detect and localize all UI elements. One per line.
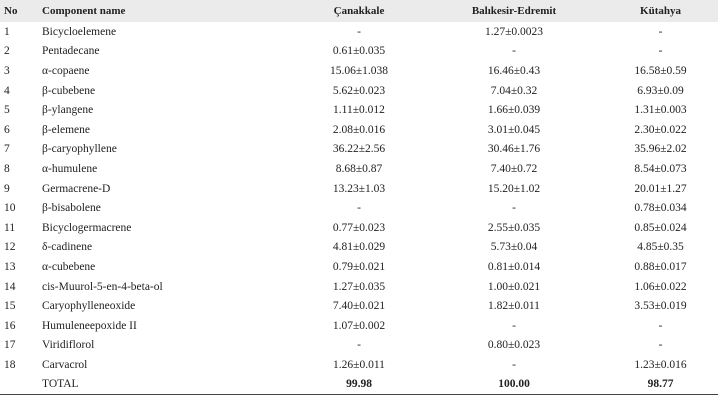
row-kutahya-value: 3.53±0.019 — [634, 300, 687, 313]
row-canakkale-value: 13.23±1.03 — [332, 182, 386, 195]
row-no: 16 — [4, 319, 16, 332]
row-component-name: Caryophylleneoxide — [42, 300, 136, 313]
header-balikesir-edremit: Balıkesir-Edremit — [471, 5, 557, 17]
table-row — [0, 140, 718, 160]
row-no: 14 — [4, 280, 16, 293]
row-component-name: Pentadecane — [42, 45, 100, 58]
table-row — [0, 277, 718, 297]
table-row — [0, 61, 718, 81]
table-row — [0, 22, 718, 42]
row-no: 10 — [4, 202, 16, 215]
row-canakkale-value: - — [357, 339, 361, 352]
row-kutahya-value: 1.23±0.016 — [634, 358, 687, 371]
row-no: 6 — [4, 123, 10, 136]
row-balikesir-edremit-value: - — [512, 202, 516, 215]
table-row — [0, 159, 718, 179]
row-kutahya-value: - — [658, 45, 663, 58]
total-canakkale: 99.98 — [289, 375, 429, 395]
row-component-name: β-ylangene — [42, 104, 94, 117]
row-no: 9 — [4, 182, 10, 195]
row-canakkale-value: 0.79±0.021 — [332, 260, 386, 273]
row-balikesir-edremit-value: - — [512, 358, 516, 371]
total-balikesir-edremit: 100.00 — [429, 375, 599, 395]
row-component-name: Bicyclogermacrene — [42, 221, 132, 234]
header-canakkale: Çanakkale — [333, 5, 385, 17]
table-row — [0, 355, 718, 375]
row-balikesir-edremit-value: 2.55±0.035 — [487, 221, 541, 234]
row-canakkale-value: 0.77±0.023 — [332, 221, 386, 234]
table-row — [0, 120, 718, 140]
row-canakkale-value: - — [357, 202, 361, 215]
row-component-name: β-caryophyllene — [42, 143, 117, 156]
row-balikesir-edremit-value: 5.73±0.04 — [490, 241, 538, 254]
row-no: 2 — [4, 45, 10, 58]
row-component-name: α-humulene — [42, 162, 98, 175]
row-component-name: α-copaene — [42, 64, 90, 77]
row-no: 5 — [4, 104, 10, 117]
table-row — [0, 198, 718, 218]
row-kutahya-value: 4.85±0.35 — [637, 241, 684, 254]
row-kutahya-value: 16.58±0.59 — [634, 64, 687, 77]
row-no: 4 — [4, 84, 10, 97]
row-component-name: Viridiflorol — [42, 339, 95, 352]
row-canakkale-value: 1.07±0.002 — [332, 319, 386, 332]
row-canakkale-value: 36.22±2.56 — [332, 143, 386, 156]
row-canakkale-value: 8.68±0.87 — [335, 162, 383, 175]
row-kutahya-value: - — [658, 25, 663, 38]
row-kutahya-value: 8.54±0.073 — [634, 162, 687, 175]
row-balikesir-edremit-value: 1.82±0.011 — [488, 300, 540, 313]
row-kutahya-value: 35.96±2.02 — [634, 143, 687, 156]
row-component-name: Humuleneepoxide II — [42, 319, 137, 332]
row-canakkale-value: - — [357, 25, 361, 38]
row-no: 1 — [4, 25, 10, 38]
row-kutahya-value: 1.31±0.003 — [634, 104, 687, 117]
total-row — [0, 375, 718, 395]
row-component-name: Bicycloelemene — [42, 25, 117, 38]
row-component-name: Carvacrol — [42, 358, 88, 371]
table-row — [0, 316, 718, 336]
row-kutahya-value: 20.01±1.27 — [634, 182, 687, 195]
header-no: No — [4, 5, 18, 17]
row-balikesir-edremit-value: 0.81±0.014 — [487, 260, 541, 273]
total-no-cell — [0, 375, 42, 395]
row-component-name: β-bisabolene — [42, 202, 101, 215]
row-canakkale-value: 15.06±1.038 — [329, 64, 389, 77]
table-header — [0, 0, 718, 22]
row-no: 13 — [4, 260, 16, 273]
row-kutahya-value: 1.06±0.022 — [634, 280, 687, 293]
table-row — [0, 179, 718, 199]
row-component-name: β-elemene — [42, 123, 90, 136]
row-no: 12 — [4, 241, 16, 254]
row-balikesir-edremit-value: 7.04±0.32 — [490, 84, 538, 97]
row-balikesir-edremit-value: - — [512, 45, 516, 58]
row-canakkale-value: 1.27±0.035 — [332, 280, 386, 293]
row-no: 18 — [4, 358, 16, 371]
row-canakkale-value: 0.61±0.035 — [332, 45, 386, 58]
row-no: 15 — [4, 300, 16, 313]
row-kutahya-value: 0.88±0.017 — [634, 260, 687, 273]
row-no: 7 — [4, 143, 10, 156]
row-balikesir-edremit-value: 0.80±0.023 — [487, 339, 541, 352]
row-canakkale-value: 1.11±0.012 — [333, 104, 385, 117]
row-kutahya-value: - — [658, 339, 663, 352]
row-canakkale-value: 1.26±0.011 — [333, 358, 385, 371]
row-kutahya-value: 2.30±0.022 — [634, 123, 687, 136]
row-balikesir-edremit-value: - — [512, 319, 516, 332]
row-balikesir-edremit-value: 15.20±1.02 — [487, 182, 541, 195]
row-canakkale-value: 7.40±0.021 — [332, 300, 386, 313]
table-row — [0, 257, 718, 277]
row-balikesir-edremit-value: 1.27±0.0023 — [484, 25, 544, 38]
row-balikesir-edremit-value: 3.01±0.045 — [487, 123, 541, 136]
row-component-name: δ-cadinene — [42, 241, 93, 254]
row-canakkale-value: 5.62±0.023 — [332, 84, 386, 97]
row-component-name: α-cubebene — [42, 260, 96, 273]
row-component-name: Germacrene-D — [42, 182, 111, 195]
row-balikesir-edremit-value: 7.40±0.72 — [490, 162, 538, 175]
row-balikesir-edremit-value: 16.46±0.43 — [487, 64, 541, 77]
row-no: 3 — [4, 64, 10, 77]
row-balikesir-edremit-value: 1.66±0.039 — [487, 104, 541, 117]
table-row — [0, 81, 718, 101]
header-kutahya: Kütahya — [640, 5, 681, 17]
row-canakkale-value: 2.08±0.016 — [332, 123, 386, 136]
header-component-name: Component name — [42, 5, 126, 17]
header-row — [0, 0, 718, 22]
row-no: 17 — [4, 339, 16, 352]
row-no: 8 — [4, 162, 10, 175]
row-balikesir-edremit-value: 30.46±1.76 — [487, 143, 541, 156]
row-kutahya-value: - — [658, 319, 663, 332]
table-row — [0, 100, 718, 120]
row-kutahya-value: 6.93±0.09 — [637, 84, 684, 97]
total-label: TOTAL — [42, 375, 289, 395]
table-row — [0, 296, 718, 316]
row-no: 11 — [4, 221, 16, 234]
row-canakkale-value: 4.81±0.029 — [332, 241, 386, 254]
table-body — [0, 22, 718, 395]
row-kutahya-value: 0.85±0.024 — [634, 221, 687, 234]
row-kutahya-value: 0.78±0.034 — [634, 202, 687, 215]
row-component-name: cis-Muurol-5-en-4-beta-ol — [42, 280, 163, 293]
row-balikesir-edremit-value: 1.00±0.021 — [487, 280, 541, 293]
row-component-name: β-cubebene — [42, 84, 96, 97]
table-row — [0, 336, 718, 356]
table-row — [0, 238, 718, 258]
total-kutahya: 98.77 — [599, 375, 718, 395]
table-row — [0, 218, 718, 238]
table-row — [0, 42, 718, 62]
